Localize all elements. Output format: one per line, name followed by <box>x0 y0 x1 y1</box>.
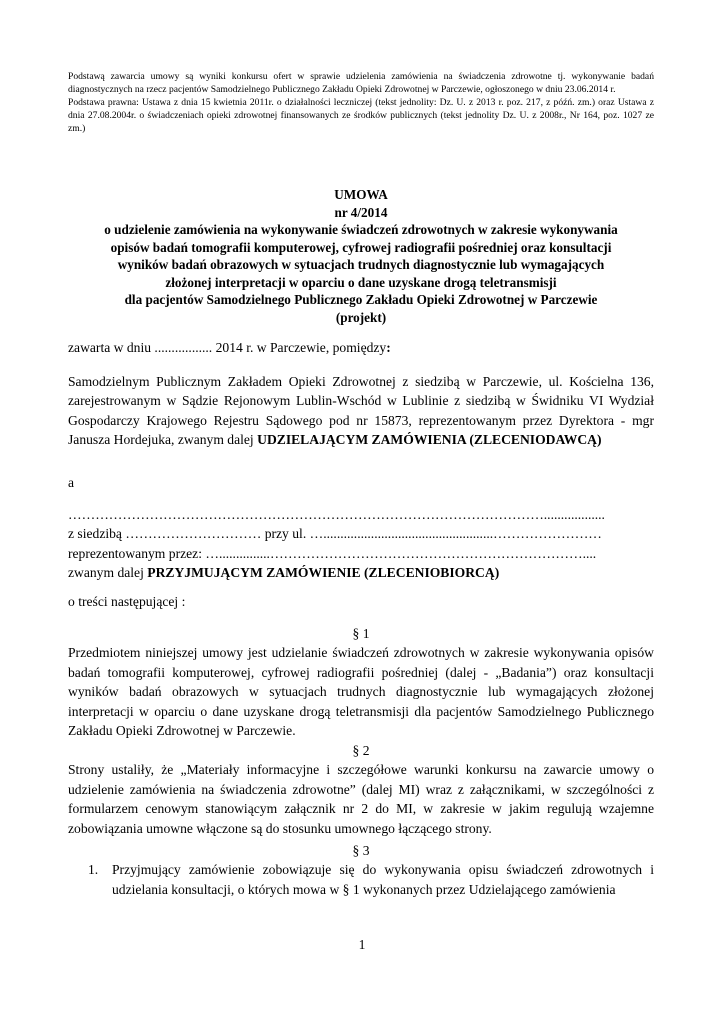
section-3 <box>68 841 654 899</box>
party-2-name-blank: …………………………………………………………………………………………….................. <box>68 507 605 522</box>
title-line: dla pacjentów Samodzielnego Publicznego Zakładu Opieki Zdrowotnej w Parczewie <box>124 292 598 307</box>
party-2-seat-blank: z siedzibą ………………………… przy ul. …..................................................…………………… <box>68 526 602 542</box>
content-intro-text: o treści następującej : <box>68 594 186 609</box>
party-2-role: PRZYJMUJĄCYM ZAMÓWIENIE (ZLECENIOBIORCĄ) <box>147 565 500 581</box>
section-2-heading: § 2 <box>352 743 370 758</box>
title-line: złożonej interpretacji w oparciu o dane uzyskane drogą teletransmisji <box>165 274 557 290</box>
title-line: nr 4/2014 <box>334 204 388 220</box>
party-1-role: UDZIELAJĄCYM ZAMÓWIENIA (ZLECENIODAWCĄ) <box>257 432 602 448</box>
conjunction <box>68 473 654 492</box>
section-1-text: Przedmiotem niniejszej umowy jest udzielanie świadczeń zdrowotnych w zakresie wykonywania opisów badań tomografii komputerowej, cyfrowej radiografii pośredniej (dalej - „Badania”) oraz konsultacji wyników badań obrazowych w sytuacjach trudnych diagnostycznie lub wymagających złożonej interpretacji w oparciu o dane uzyskane drogą teletransmisji dla pacjentów Samodzielnego Publicznego Zakładu Opieki Zdrowotnej w Parczewie. <box>68 645 654 739</box>
page-number: 1 <box>358 937 366 952</box>
contract-title <box>68 186 654 326</box>
title-line: wyników badań obrazowych w sytuacjach trudnych diagnostycznie lub wymagających <box>117 257 605 272</box>
section-2 <box>68 741 654 838</box>
title-line: opisów badań tomografii komputerowej, cyfrowej radiografii pośredniej oraz konsultacji <box>110 239 612 255</box>
list-item <box>68 860 654 899</box>
title-line: (projekt) <box>335 309 387 325</box>
legal-basis-text: Podstawa prawna: Ustawa z dnia 15 kwietnia 2011r. o działalności leczniczej (tekst jednolity: Dz. U. z 2013 r. poz. 217, z późń. zm.) oraz Ustawa z dnia 27.08.2004r. o świadczeniach opieki zdrowotnej finansowanych ze środków publicznych (tekst jednolity Dz. U. z 2008r., Nr 164, poz. 1027 ze zm.) <box>68 97 654 135</box>
content-intro <box>68 592 654 611</box>
conjunction-text: a <box>68 475 75 490</box>
party-2-representative-blank: reprezentowanym przez: …...............…………………………………………………………….... <box>68 545 597 561</box>
section-1 <box>68 624 654 740</box>
concluded-text: zawarta w dniu ................. 2014 r. w Parczewie, pomiędzy <box>68 340 387 355</box>
title-line: o udzielenie zamówienia na wykonywanie świadczeń zdrowotnych w zakresie wykonywania <box>104 222 618 237</box>
section-1-heading: § 1 <box>352 626 370 641</box>
concluded-colon: : <box>386 340 391 355</box>
list-item-number: 1. <box>88 862 99 878</box>
section-2-text: Strony ustaliły, że „Materiały informacyjne i szczegółowe warunki konkursu na zawarcie umowy o udzielenie zamówienia na świadczenia zdrowotne” (dalej MI) wraz z załącznikami, w szczególności z formularzem cenowym stanowiącym załącznik nr 2 do MI, w zakresie w jakim regulują wzajemne zobowiązania umowne włączone są do stosunku umownego łączącego strony. <box>68 762 654 836</box>
party-2 <box>68 505 654 583</box>
party-1 <box>68 372 654 450</box>
section-3-heading: § 3 <box>352 843 370 858</box>
party-1-text: Samodzielnym Publicznym Zakładem Opieki Zdrowotnej z siedzibą w Parczewie, ul. Kościelna 136, zarejestrowanym w Sądzie Rejonowym Lublin-Wschód w Lublinie z siedzibą w Świdniku VI Wydział Gospodarczy Krajowego Rejestru Sądowego pod nr 15873, reprezentowanym przez Dyrektora - mgr Janusza Hordejuka, zwanym dalej <box>68 374 654 448</box>
list-item-text: Przyjmujący zamówienie zobowiązuje się do wykonywania opisu świadczeń zdrowotnych i udzielania konsultacji, o których mowa w § 1 wykonanych przez Udzielającego zamówienia <box>112 862 654 897</box>
concluded-line <box>68 338 654 357</box>
party-2-called-text: zwanym dalej <box>68 565 148 581</box>
legal-basis-note <box>68 70 654 135</box>
title-line: UMOWA <box>334 187 388 202</box>
contract-basis-text: Podstawą zawarcia umowy są wyniki konkursu ofert w sprawie udzielenia zamówienia na świadczenia zdrowotne tj. wykonywanie badań diagnostycznych na rzecz pacjentów Samodzielnego Publicznego Zakładu Opieki Zdrowotnej w Parczewie, ogłoszonego w dniu 23.06.2014 r. <box>68 71 654 96</box>
